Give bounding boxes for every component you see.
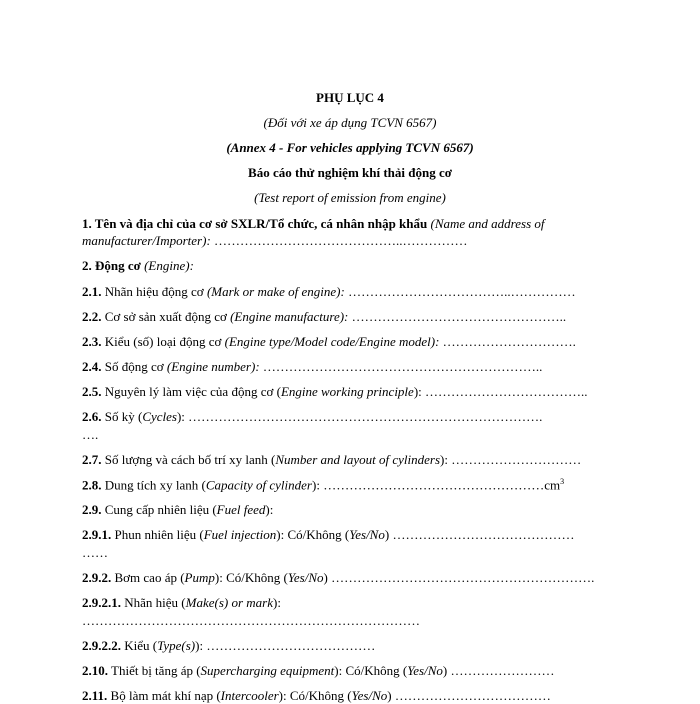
item-2-9-1-cont (82, 545, 108, 561)
item-2-5-en: Engine working principle (280, 384, 414, 399)
item-2-4 (82, 359, 542, 375)
item-2-9-2-1-en: Make(s) or mark (185, 595, 273, 610)
item-2-3-en: (Engine type/Model code/Engine model): (224, 334, 440, 349)
annex-subtitle-vi: (Đối với xe áp dụng TCVN 6567) (263, 115, 437, 130)
item-2-7-num: 2.7. (82, 452, 102, 467)
item-2-2-dots: ………………………………………….. (351, 309, 567, 324)
item-2-9-vi: Cung cấp nhiên liệu ( (104, 502, 217, 517)
item-2-7-vi: Số lượng và cách bố trí xy lanh ( (104, 452, 276, 467)
item-2-11-en: Intercooler (220, 688, 279, 703)
item-2-10-en2: Yes/No (407, 663, 443, 678)
item-2-9-2-1-num: 2.9.2.1. (82, 595, 121, 610)
item-1-line2 (82, 233, 468, 249)
item-2-3-dots: …………………………. (442, 334, 576, 349)
item-2-9-2-1-cont (82, 613, 420, 629)
item-2-2-vi: Cơ sở sản xuất động cơ (104, 309, 227, 324)
item-2-9-2-en: Pump (184, 570, 215, 585)
item-2-2-num: 2.2. (82, 309, 102, 324)
item-2-11-vi2: ): Có/Không ( (278, 688, 352, 703)
item-2-9-1-vi3: ) (384, 527, 390, 542)
item-2-11-vi: Bộ làm mát khí nạp ( (110, 688, 221, 703)
item-2-10-vi: Thiết bị tăng áp ( (111, 663, 201, 678)
item-2-9-2-en2: Yes/No (287, 570, 324, 585)
item-2-9-2-vi: Bơm cao áp ( (114, 570, 185, 585)
item-2-3-num: 2.3. (82, 334, 102, 349)
item-2-10-vi2: ): Có/Không ( (334, 663, 408, 678)
item-2-11-en2: Yes/No (351, 688, 388, 703)
item-2-9-num: 2.9. (82, 502, 102, 517)
item-2-11-vi3: ) (387, 688, 392, 703)
item-2-11-dots: ……………………………… (394, 688, 551, 703)
item-2-11 (82, 688, 551, 704)
item-2-4-num: 2.4. (82, 359, 102, 374)
item-2-6-vi: Số kỳ ( (104, 409, 143, 424)
item-1-line1 (82, 216, 545, 232)
item-2-8-vi2: ): (311, 477, 320, 493)
item-2-en: (Engine): (144, 258, 194, 273)
item-2-9-2-2-num: 2.9.2.2. (82, 638, 121, 653)
item-2-6-dots2: …. (82, 427, 99, 442)
item-2-9-2-2-vi2: ): (195, 638, 204, 653)
item-2-6-cont (82, 427, 98, 443)
item-2-5 (82, 384, 588, 400)
item-2-9-1 (82, 527, 574, 543)
item-2-9-1-vi: Phun nhiên liệu ( (114, 527, 204, 542)
item-2-1-dots: ………………………………..…………… (348, 284, 576, 299)
item-2-8-en: Capacity of cylinder (205, 477, 312, 493)
item-2-9-2-num: 2.9.2. (82, 570, 112, 585)
report-title: Báo cáo thử nghiệm khí thải động cơ (248, 165, 452, 180)
item-2-8-num: 2.8. (82, 477, 102, 493)
item-2-9-2-2-en: Type(s) (157, 638, 196, 653)
item-2-10-vi3: ) (442, 663, 448, 678)
item-2-9-en: Fuel feed (216, 502, 266, 517)
item-2-9-2 (82, 570, 594, 586)
item-2-9-vi2: ): (265, 502, 274, 517)
item-2-6-vi2: ): (176, 409, 185, 424)
item-2-6-num: 2.6. (82, 409, 102, 424)
item-2-1-en: (Mark or make of engine): (206, 284, 345, 299)
item-2-8-dots: ……………………………………………cm (323, 477, 561, 493)
item-2-8 (82, 477, 564, 493)
item-2-2-en: (Engine manufacture): (230, 309, 349, 324)
item-2-6 (82, 409, 542, 425)
item-2-10 (82, 663, 554, 679)
item-2-6-en: Cycles (142, 409, 177, 424)
item-2-10-dots: …………………… (450, 663, 555, 678)
item-2-5-vi2: ): (413, 384, 422, 399)
item-2-9-1-dots2: …… (82, 545, 108, 560)
item-2-8-unit-sup: 3 (560, 477, 565, 486)
item-2-7-vi2: ): (440, 452, 448, 467)
item-2-3-vi: Kiểu (số) loại động cơ (104, 334, 222, 349)
item-2-4-dots: ……………………………………………………….. (262, 359, 543, 374)
item-2-9-1-en2: Yes/No (349, 527, 385, 542)
item-2-1-num: 2.1. (82, 284, 102, 299)
item-1-label: 1. Tên và địa chỉ của cơ sở SXLR/Tổ chức, cá nhân nhập khẩu (82, 216, 428, 231)
annex-subtitle-en: (Annex 4 - For vehicles applying TCVN 6567) (226, 140, 474, 155)
item-1-en: (Name and address of (430, 216, 545, 231)
item-2-11-num: 2.11. (82, 688, 108, 703)
item-2-8-vi: Dung tích xy lanh ( (104, 477, 206, 493)
item-2-7 (82, 452, 581, 468)
item-2-9-2-1-vi: Nhãn hiệu ( (124, 595, 186, 610)
item-2-7-en: Number and layout of cylinders (275, 452, 441, 467)
item-2-9-2-1 (82, 595, 281, 611)
item-2-9-2-vi2: ): Có/Không ( (214, 570, 288, 585)
item-2-9-1-num: 2.9.1. (82, 527, 112, 542)
item-2-9-2-vi3: ) (323, 570, 328, 585)
item-2-4-en: (Engine number): (166, 359, 260, 374)
item-2-10-en: Supercharging equipment (200, 663, 335, 678)
item-2-10-num: 2.10. (82, 663, 108, 678)
item-2-5-dots: ……………………………….. (425, 384, 588, 399)
item-2-9-2-1-vi2: ): (273, 595, 281, 610)
item-2-5-num: 2.5. (82, 384, 102, 399)
item-1-en2: manufacturer/Importer): (82, 233, 211, 248)
item-2-9-2-2-dots: ………………………………… (206, 638, 376, 653)
item-2-9-2-2 (82, 638, 375, 654)
item-2-9-1-vi2: ): Có/Không ( (276, 527, 350, 542)
report-title-en: (Test report of emission from engine) (254, 190, 446, 205)
item-1-dots: ……………………………………..…………… (214, 233, 468, 248)
item-2-9-1-en: Fuel injection (203, 527, 277, 542)
item-2 (82, 258, 194, 274)
item-2-5-vi: Nguyên lý làm việc của động cơ ( (104, 384, 281, 399)
item-2-7-dots: ………………………… (451, 452, 582, 467)
item-2-9-2-dots: ……………………………………………………. (331, 570, 595, 585)
item-2-9-1-dots: …………………………………… (392, 527, 575, 542)
item-2-1-vi: Nhãn hiệu động cơ (104, 284, 204, 299)
item-2-9 (82, 502, 273, 518)
item-2-4-vi: Số động cơ (104, 359, 164, 374)
item-2-1 (82, 284, 576, 300)
item-2-6-dots: ………………………………………………………………………. (188, 409, 543, 424)
item-2-3 (82, 334, 576, 350)
item-2-9-2-2-vi: Kiểu ( (124, 638, 158, 653)
item-2-9-2-1-dots: …………………………………………………………………… (82, 613, 420, 628)
annex-title: PHỤ LỤC 4 (316, 90, 384, 105)
item-2-label: 2. Động cơ (82, 258, 141, 273)
item-2-2 (82, 309, 566, 325)
